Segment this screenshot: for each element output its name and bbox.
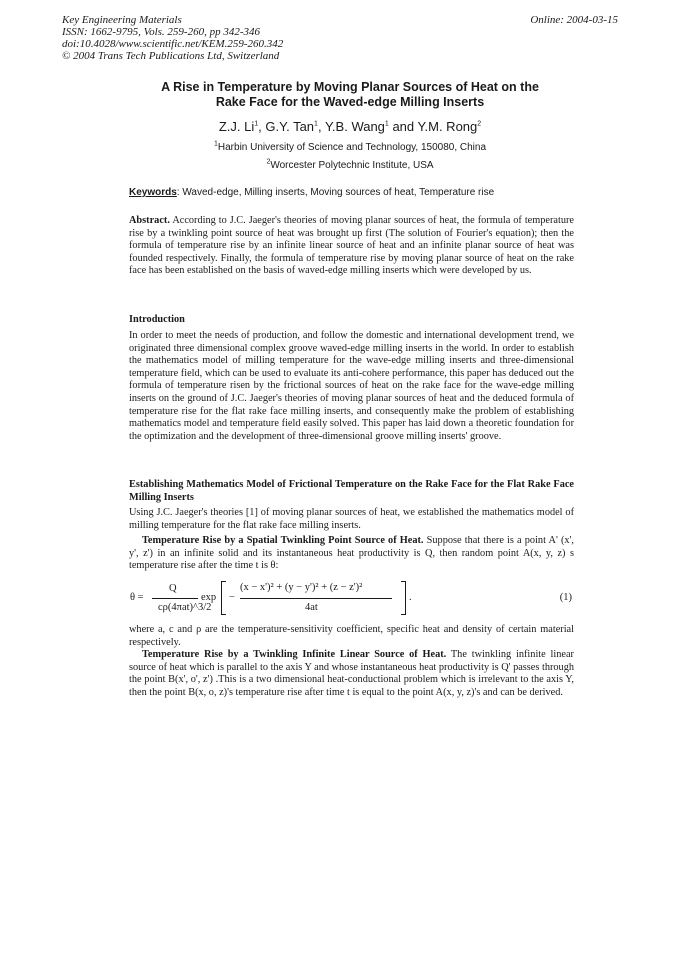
- title-line-2: Rake Face for the Waved-edge Milling Inserts: [215, 95, 485, 109]
- online-date: Online: 2004-03-15: [530, 14, 618, 26]
- fraction-bar: [240, 598, 392, 599]
- section-heading: Establishing Mathematics Model of Frictional Temperature on the Rake Face for the Flat Rake Face Milling Inserts: [129, 479, 574, 503]
- paragraph-point-source: [129, 535, 574, 573]
- left-bracket: [221, 581, 226, 615]
- copyright-line: © 2004 Trans Tech Publications Ltd, Switzerland: [62, 50, 280, 62]
- affiliation-1: [125, 142, 575, 153]
- paper-title: [125, 80, 575, 110]
- exponent-numerator: (x − x')² + (y − y')² + (z − z')²: [240, 582, 363, 593]
- equation-numerator: Q: [169, 583, 177, 594]
- affiliation-2: [125, 160, 575, 171]
- paragraph-heading: Temperature Rise by a Spatial Twinkling Point Source of Heat.: [142, 535, 424, 546]
- equation-number: (1): [559, 592, 572, 603]
- equation-explanation: where a, c and ρ are the temperature-sensitivity coefficient, specific heat and density of certain material respectively.: [129, 624, 574, 648]
- keywords: Keywords: Waved-edge, Milling inserts, Moving sources of heat, Temperature rise: [129, 187, 495, 198]
- affiliation-text: Harbin University of Science and Technology, 150080, China: [217, 142, 487, 153]
- abstract-label: Abstract.: [129, 215, 170, 226]
- equation-minus: −: [229, 592, 235, 603]
- abstract-text: According to J.C. Jaeger's theories of moving planar sources of heat, the formula of temperature rise by a twinkling point source of heat was brought up first (The solution of Fourier's equation); then the formula of temperature rise by an infinite linear source of heat and an infinite planar source of heat was founded respectively. Finally, the formula of temperature rise by moving planar source of heat on the rake face has been established on the basis of waved-edge milling inserts which were developed by us.: [129, 215, 574, 277]
- equation-denominator: cρ(4πat)^3/2: [158, 602, 212, 613]
- keywords-label: Keywords: [129, 187, 177, 198]
- abstract: [129, 215, 574, 278]
- affiliation-mark: 1: [384, 120, 389, 128]
- affiliation-number: 1: [213, 140, 218, 148]
- section-intro: Using J.C. Jaeger's theories [1] of moving planar sources of heat, we established the mathematics model of milling temperature for the flat rake face milling inserts.: [129, 507, 574, 531]
- fraction-bar: [152, 598, 198, 599]
- paragraph-text: The twinkling infinite linear source of heat which is parallel to the axis Y and whose instantaneous heat productivity is Q' passes through the point B(x', o', z') .This is a two dimensional heat-conductional problem which is irrelevant to the axis Y, then the point B(x, o, z)'s temperature rise after time t is equal to the point A(x, y, z)'s and can be derived.: [129, 649, 574, 698]
- affiliation-mark: 1: [254, 120, 259, 128]
- title-line-1: A Rise in Temperature by Moving Planar Sources of Heat on the: [161, 80, 539, 94]
- equation-lhs: θ =: [130, 592, 144, 603]
- journal-name: Key Engineering Materials: [62, 14, 182, 26]
- exponent-denominator: 4at: [305, 602, 318, 613]
- affiliation-text: Worcester Polytechnic Institute, USA: [270, 160, 434, 171]
- introduction-heading: Introduction: [129, 314, 185, 325]
- equation-exp: exp: [201, 592, 217, 603]
- introduction-text: In order to meet the needs of production, and follow the domestic and international development trend, we originated three dimensional complex groove waved-edge milling inserts in the world. In order to establish the mathematics model of milling temperature for the wave-edge milling inserts and three-dimensional temperature field, which can be used to evaluate its anti-cohere performance, this paper has deduced out the formula of temperature risen by the frictional sources of heat on the rake face for the wave-edge milling inserts on the ground of J.C. Jaeger's theories of moving planar sources of heat and the deduced formula of temperature rise for the flat rake face milling inserts, and consequently make the problem of establishing mathematics model and temperature field easily solved. This paper has laid down a theoretic foundation for the optimization and the development of three-dimensional groove milling inserts' groove.: [129, 330, 574, 442]
- affiliation-mark: 2: [477, 120, 482, 128]
- paragraph-linear-source: [129, 649, 574, 699]
- author-name: G.Y. Tan: [265, 119, 315, 134]
- issn-line: ISSN: 1662-9795, Vols. 259-260, pp 342-346: [62, 26, 260, 38]
- equation-period: .: [409, 592, 412, 603]
- affiliation-number: 2: [266, 158, 271, 166]
- author-name: Y.M. Rong: [417, 119, 478, 134]
- author-name: Z.J. Li: [218, 119, 255, 134]
- right-bracket: [401, 581, 406, 615]
- paragraph-text: Suppose that there is a point A' (x', y', z') in an infinite solid and its instantaneous heat productivity is Q, then random point A(x, y, z) s temperature rise after the time t is θ:: [129, 535, 574, 572]
- author-name: Y.B. Wang: [324, 119, 385, 134]
- paragraph-heading: Temperature Rise by a Twinkling Infinite Linear Source of Heat.: [142, 649, 447, 660]
- journal-header: [62, 14, 618, 62]
- keywords-text: Waved-edge, Milling inserts, Moving sources of heat, Temperature rise: [182, 187, 495, 198]
- equation-1: [129, 580, 574, 616]
- doi-line: doi:10.4028/www.scientific.net/KEM.259-260.342: [62, 38, 284, 50]
- affiliation-mark: 1: [314, 120, 318, 128]
- author-list: Z.J. Li$^1$, G.Y. Tan$^1$, Y.B. Wang$^1$ and Y.M. Rong$^2$: [218, 119, 482, 134]
